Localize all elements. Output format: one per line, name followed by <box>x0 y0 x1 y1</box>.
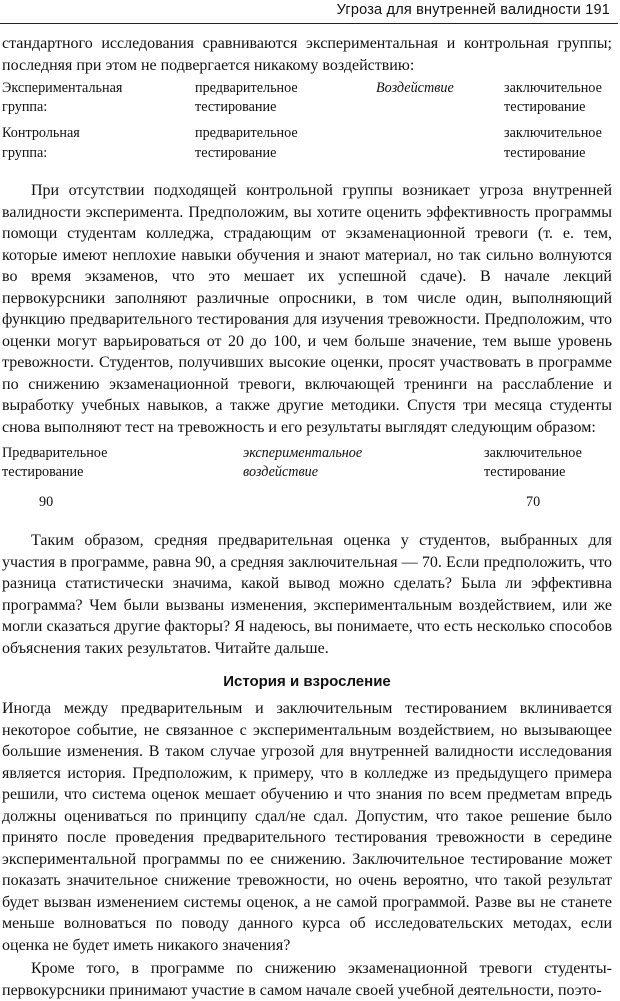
results-posttest-2: тестирование <box>484 464 566 480</box>
page-content <box>2 33 612 1001</box>
results-pretest-value: 90 <box>39 494 54 510</box>
results-posttest-1: заключительное <box>484 445 582 461</box>
exp-group-label-1: Экспериментальная <box>2 80 123 96</box>
ctrl-group-label-2: группа: <box>2 145 48 161</box>
paragraph-intro: стандартного исследования сравниваются экспериментальная и контрольная группы; последняя при этом не подвергается никакому воздействию: <box>2 35 612 74</box>
ctrl-posttest-2: тестирование <box>504 145 586 161</box>
results-treatment-1: экспериментальное <box>243 445 363 461</box>
results-pretest-2: тестирование <box>2 464 84 480</box>
results-treatment-2: воздействие <box>243 464 319 480</box>
paragraph-continuation: Кроме того, в программе по снижению экзаменационной тревоги студенты-первокурсники принимают участие в самом начале своей учебной деятельности, поэто- <box>2 960 612 999</box>
running-header <box>337 2 610 18</box>
page-number: 191 <box>585 2 610 18</box>
exp-treatment: Воздействие <box>376 80 454 96</box>
header-title: Угроза для внутренней валидности <box>336 2 581 18</box>
paragraph-interpretation: Таким образом, средняя предварительная оценка у студентов, выбранных для участия в программе, равна 90, а средняя заключительная — 70. Если предположить, что разница статистически значима, какой вывод можно сделать? Была ли эффективна программа? Чем были вызваны изменения, экспериментальным воздействием, или же могли сказаться другие факторы? Я надеюсь, вы понимаете, что есть несколько способов объяснения таких результатов. Читайте дальше. <box>2 532 612 657</box>
results-posttest-value: 70 <box>526 494 541 510</box>
ctrl-pretest-2: тестирование <box>195 145 277 161</box>
ctrl-pretest-1: предварительное <box>195 125 298 141</box>
header-rule <box>0 23 618 24</box>
exp-pretest-1: предварительное <box>195 80 298 96</box>
design-table <box>2 78 612 172</box>
exp-pretest-2: тестирование <box>195 99 277 115</box>
results-pretest-1: Предварительное <box>2 445 108 461</box>
exp-group-label-2: группа: <box>2 99 48 115</box>
ctrl-group-label-1: Контрольная <box>2 125 80 141</box>
ctrl-posttest-1: заключительное <box>504 125 602 141</box>
section-heading: История и взросление <box>223 673 391 690</box>
exp-posttest-1: заключительное <box>504 80 602 96</box>
paragraph-no-control: При отсутствии подходящей контрольной группы возникает угроза внутренней валидности эксперимента. Предположим, вы хотите оценить эффективность программы помощи студентам колледжа, страдающим от экзаменационной тревоги (т. е. тем, которые имеют неплохие навыки обучения и знают материал, но так сильно волнуются во время экзаменов, что это мешает их успешной сдаче). В начале лекций первокурсники заполняют различные опросники, в том числе один, выполняющий функцию предварительного тестирования для изучения тревожности. Предположим, что оценки могут варьироваться от 20 до 100, и чем больше значение, тем выше уровень тревожности. Студентов, получивших высокие оценки, просят участвовать в программе по снижению экзаменационной тревоги, включающей тренинги на расслабление и выработку учебных навыков, а также другие методики. Спустя три месяца студенты снова выполняют тест на тревожность и его результаты выглядят следующим образом: <box>2 182 612 436</box>
exp-posttest-2: тестирование <box>504 99 586 115</box>
results-table <box>2 444 612 522</box>
paragraph-history: Иногда между предварительным и заключительным тестированием вклинивается некоторое событие, не связанное с экспериментальным воздействием, но вызывающее большие изменения. В таком случае угрозой для внутренней валидности исследования является история. Предположим, к примеру, что в колледже из предыдущего примера решили, что система оценок мешает обучению и что знания по всем предметам впредь должны оцениваться по принципу сдал/не сдал. Допустим, что такое решение было принято после проведения предварительного тестирования тревожности в середине экспериментальной программы по ее снижению. Заключительное тестирование может показать значительное снижение тревожности, но очень вероятно, что такой результат будет вызван изменением системы оценок, а не самой программой. Разве вы не станете меньше волноваться по поводу данного курса об исследовательских методах, если оценка не будет иметь никакого значения? <box>2 700 612 954</box>
